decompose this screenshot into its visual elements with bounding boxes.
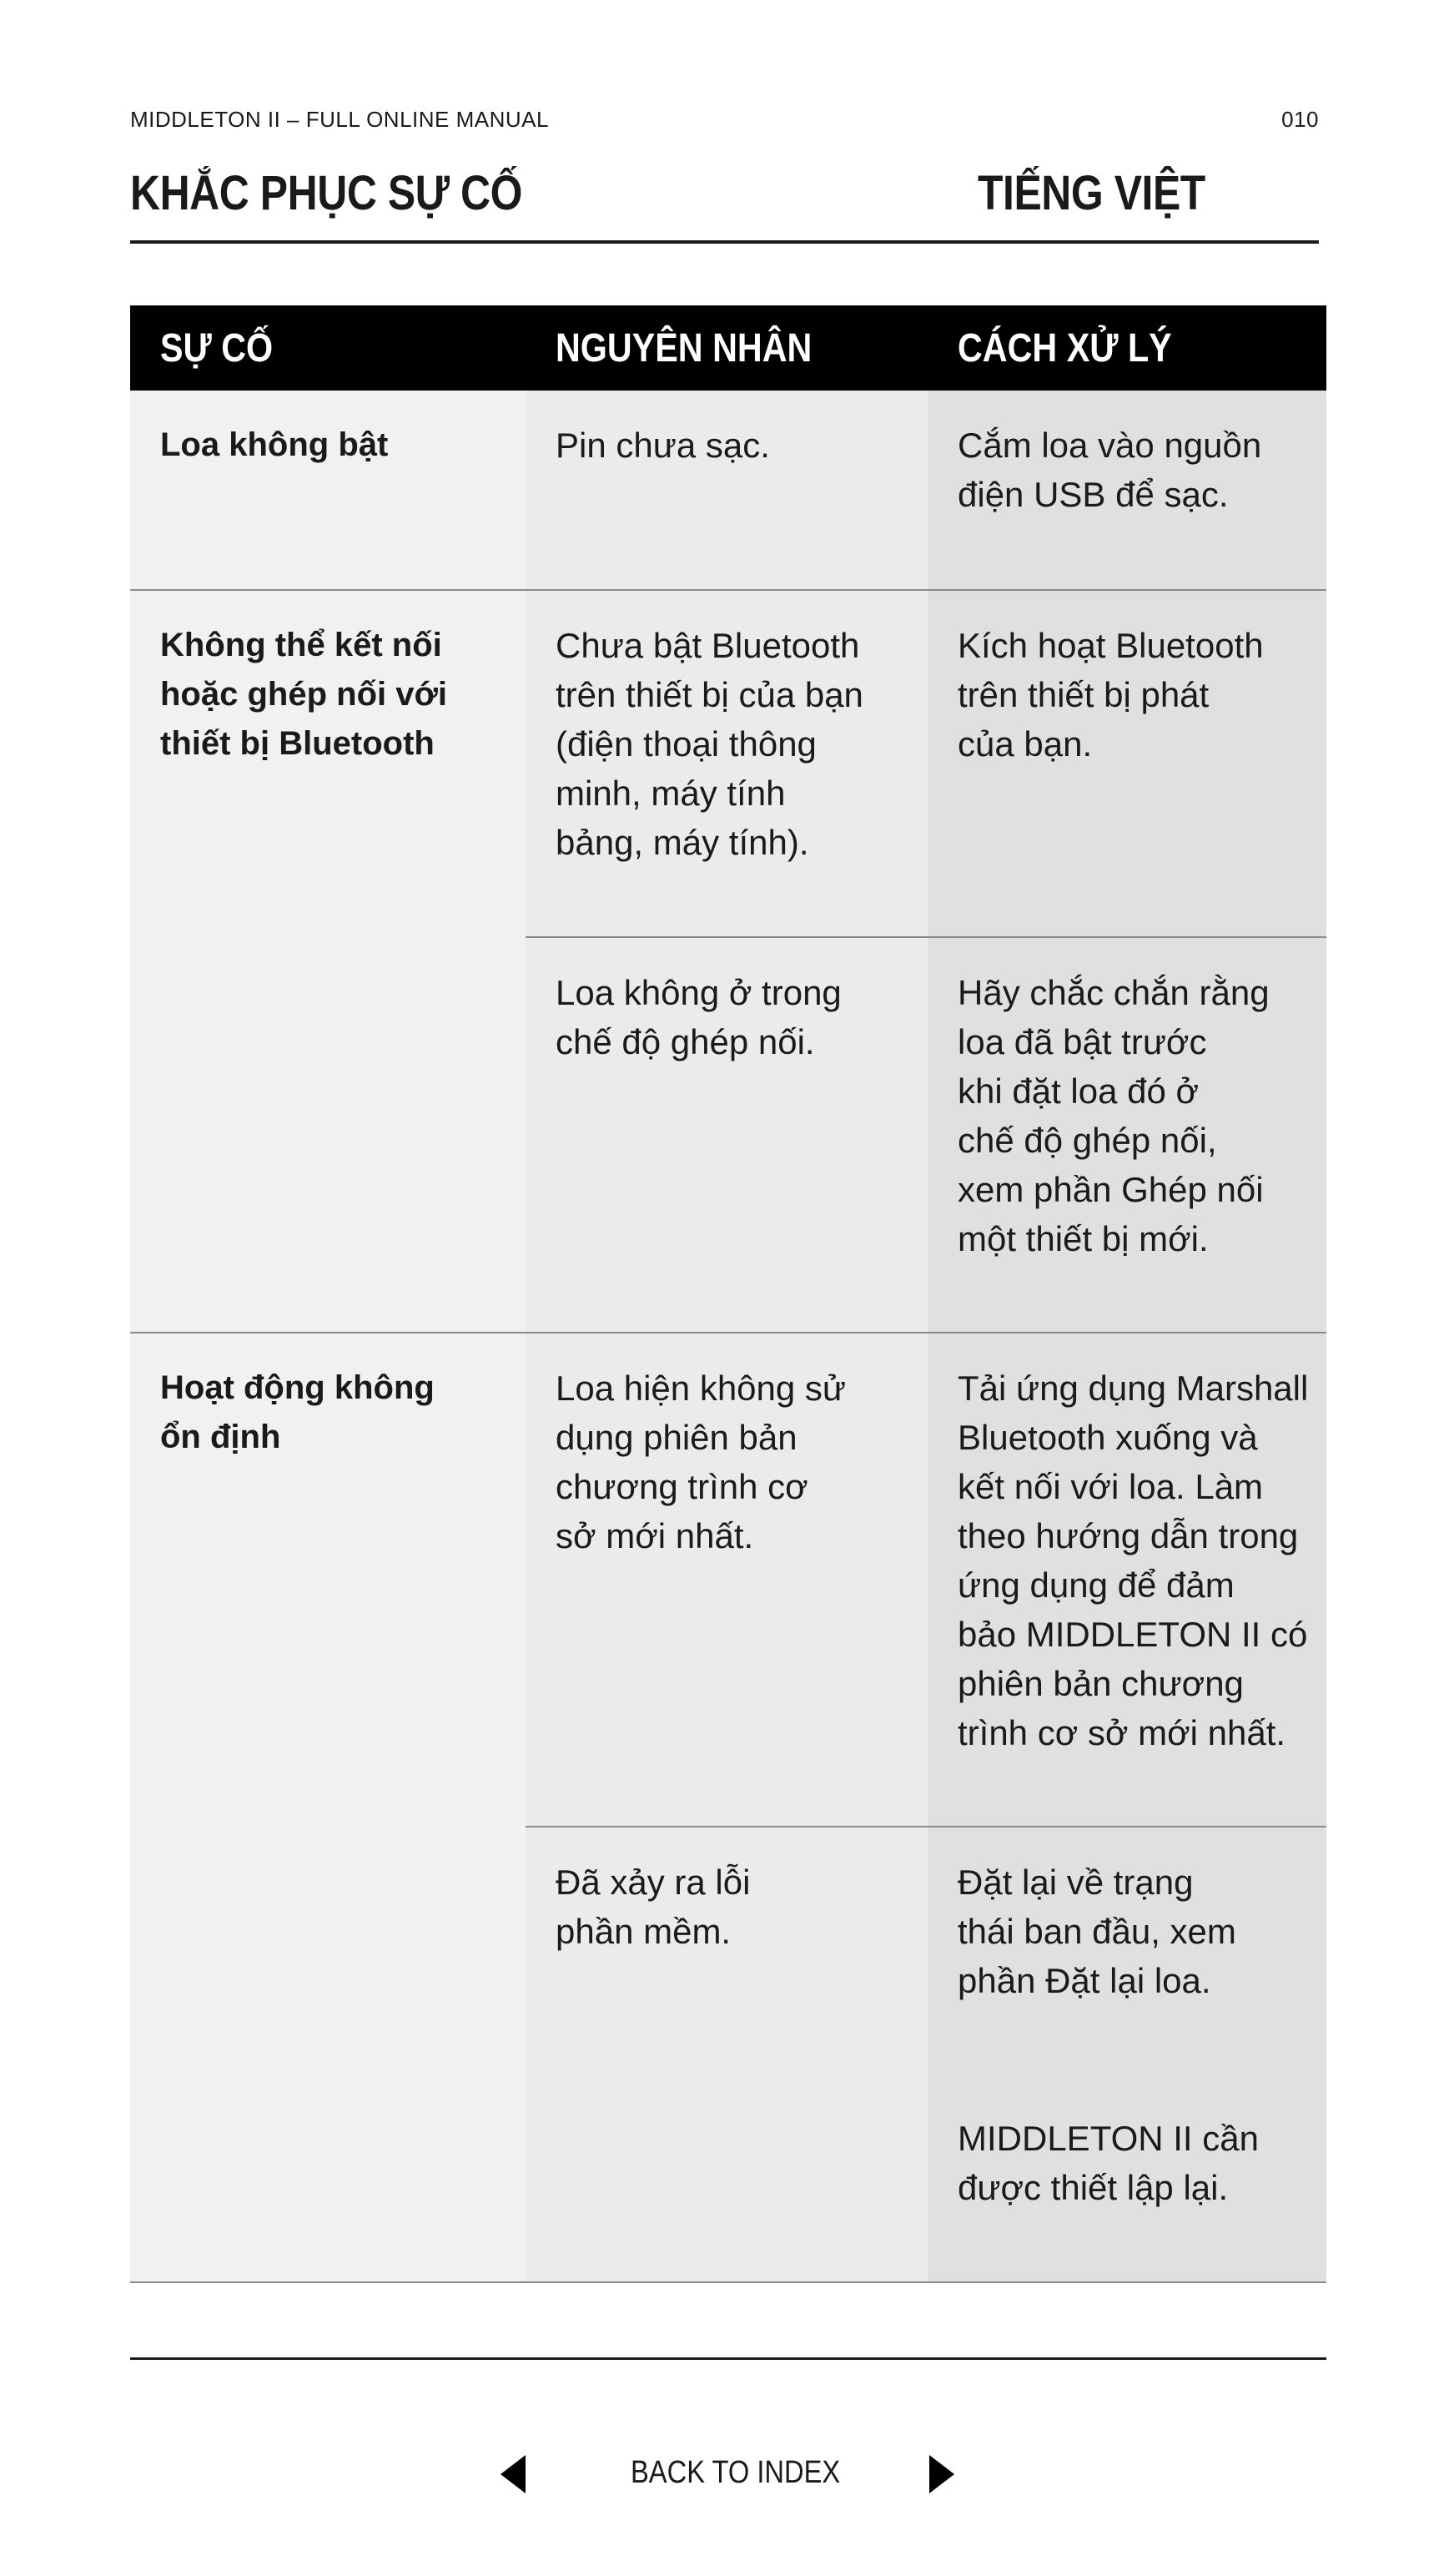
solution-cell (928, 391, 1326, 589)
cause-cell (526, 938, 928, 1332)
table-row (526, 936, 1326, 1332)
problem-text: Hoạt động không ổn định (160, 1369, 435, 1455)
problem-text: Loa không bật (160, 426, 389, 463)
footer-navigation (501, 2445, 968, 2503)
page-header (130, 107, 1319, 133)
solution-text: Cắm loa vào nguồn điện USB để sạc. (958, 426, 1262, 514)
language-label: TIẾNG VIỆT (978, 166, 1205, 220)
table-row (526, 591, 1326, 936)
page-number: 010 (1281, 107, 1319, 132)
solution-cell (928, 1827, 1326, 2281)
troubleshooting-table (130, 305, 1326, 2283)
table-row (526, 1826, 1326, 2281)
solution-text: Kích hoạt Bluetooth trên thiết bị phát của bạn. (958, 626, 1264, 764)
cause-cell (526, 1333, 928, 1826)
table-header (130, 305, 1326, 391)
solution-extra-text: MIDDLETON II cần được thiết lập lại. (958, 2119, 1259, 2207)
problem-cell (130, 391, 526, 589)
solution-cell (928, 1333, 1326, 1826)
table-group (130, 1333, 1326, 2283)
cause-text: Loa hiện không sử dụng phiên bản chương trình cơ sở mới nhất. (556, 1369, 847, 1555)
table-group (130, 391, 1326, 591)
solution-cell (928, 938, 1326, 1332)
table-row (526, 1333, 1326, 1826)
cause-cell (526, 1827, 928, 2281)
solution-cell (928, 591, 1326, 936)
column-header-solution: CÁCH XỬ LÝ (958, 325, 1172, 371)
column-header-cause: NGUYÊN NHÂN (556, 325, 813, 371)
cause-cell (526, 391, 928, 589)
table-row (526, 391, 1326, 589)
solution-text: Tải ứng dụng Marshall Bluetooth xuống và kết nối với loa. Làm theo hướng dẫn trong ứng dụng để đảm bảo MIDDLETON II có phiên bản chương trình cơ sở mới nhất. (958, 1369, 1309, 1752)
section-title: KHẮC PHỤC SỰ CỐ (130, 166, 523, 220)
column-header-problem: SỰ CỐ (160, 325, 274, 371)
problem-cell (130, 591, 526, 1332)
solution-text: Đặt lại về trạng thái ban đầu, xem phần Đặt lại loa. (958, 1863, 1236, 2000)
cause-text: Loa không ở trong chế độ ghép nối. (556, 973, 842, 1061)
cause-text: Pin chưa sạc. (556, 426, 770, 465)
back-to-index-link[interactable]: BACK TO INDEX (631, 2455, 841, 2490)
problem-text: Không thể kết nối hoặc ghép nối với thiết bị Bluetooth (160, 627, 448, 762)
triangle-right-icon[interactable] (929, 2455, 954, 2493)
table-group (130, 591, 1326, 1333)
footer-divider (130, 2357, 1326, 2360)
manual-title: MIDDLETON II – FULL ONLINE MANUAL (130, 107, 549, 132)
cause-cell (526, 591, 928, 936)
cause-text: Chưa bật Bluetooth trên thiết bị của bạn (điện thoại thông minh, máy tính bảng, máy tính). (556, 626, 863, 862)
triangle-left-icon[interactable] (501, 2455, 526, 2493)
solution-text: Hãy chắc chắn rằng loa đã bật trước khi đặt loa đó ở chế độ ghép nối, xem phần Ghép nối một thiết bị mới. (958, 973, 1270, 1258)
title-bar (130, 164, 1319, 244)
cause-text: Đã xảy ra lỗi phần mềm. (556, 1863, 751, 1951)
problem-cell (130, 1333, 526, 2281)
